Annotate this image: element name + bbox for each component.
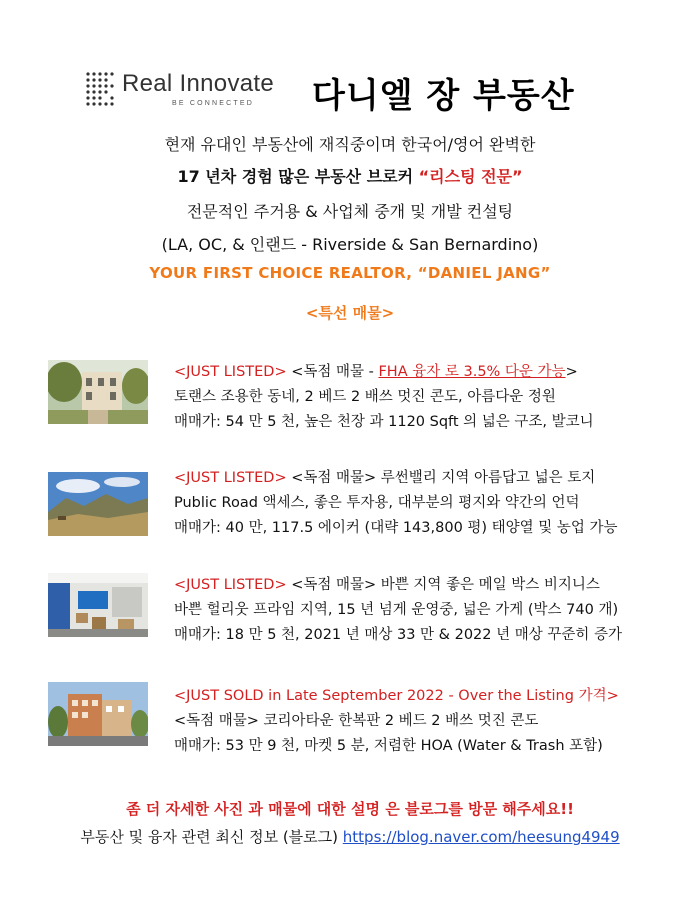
blog-link[interactable]: https://blog.naver.com/heesung4949 bbox=[342, 828, 620, 846]
intro-line-2-text: 17 년차 경험 많은 부동산 브로커 bbox=[177, 167, 419, 186]
listing-price: 매매가: 53 만 9 천, 마켓 5 분, 저렴한 HOA (Water & Trash 포함) bbox=[174, 738, 603, 754]
blog-call-to-action: 좀 더 자세한 사진 과 매물에 대한 설명 은 블로그를 방문 해주세요!! bbox=[126, 800, 574, 818]
listing-description: Public Road 액세스, 좋은 투자용, 대부분의 평지와 약간의 언덕 bbox=[174, 495, 580, 511]
land-hills-photo-icon bbox=[48, 472, 148, 536]
blog-label: 부동산 및 융자 관련 최신 정보 (블로그) bbox=[80, 828, 343, 846]
logo-name: Real Innovate bbox=[122, 70, 275, 97]
intro-line-3: 전문적인 주거용 & 사업체 중개 및 개발 컨설팅 bbox=[186, 202, 514, 221]
listing-line-1 bbox=[174, 466, 674, 491]
listing-line-1 bbox=[174, 573, 674, 598]
listing-line-1 bbox=[174, 360, 674, 385]
fha-highlight: FHA 융자 로 3.5% 다운 가능 bbox=[378, 364, 566, 380]
real-innovate-logo-icon bbox=[84, 70, 116, 106]
mailbox-store-photo-icon bbox=[48, 573, 148, 637]
listing-line-1 bbox=[174, 684, 674, 709]
listing-heading: <독점 매물> 바쁜 지역 좋은 메일 박스 비지니스 bbox=[286, 577, 600, 593]
listing-description: 바쁜 헐리웃 프라임 지역, 15 년 넘게 운영중, 넓은 가게 (박스 740 개) bbox=[174, 602, 619, 618]
listing-status-tag: <JUST SOLD in Late September 2022 - Over the Listing 가격> bbox=[174, 688, 619, 704]
listing-heading: <독점 매물> 루썬밸리 지역 아름답고 넓은 토지 bbox=[286, 470, 596, 486]
section-title: <특선 매물> bbox=[305, 304, 395, 322]
intro-tagline: YOUR FIRST CHOICE REALTOR, “DANIEL JANG” bbox=[149, 264, 551, 282]
blog-info bbox=[0, 826, 700, 847]
listing-item bbox=[48, 684, 668, 764]
listing-item bbox=[48, 360, 668, 440]
listing-price: 매매가: 40 만, 117.5 에이커 (대략 143,800 평) 태양열 및 농업 가능 bbox=[174, 520, 618, 536]
intro-line-4: (LA, OC, & 인랜드 - Riverside & San Bernardino) bbox=[161, 235, 539, 254]
page-title: 다니엘 장 부동산 bbox=[312, 76, 575, 116]
condo-building-photo-icon bbox=[48, 682, 148, 746]
intro-line-2 bbox=[0, 164, 700, 187]
listing-price: 매매가: 18 만 5 천, 2021 년 매상 33 만 & 2022 년 매상 꾸준히 증가 bbox=[174, 627, 622, 643]
intro-line-1: 현재 유대인 부동산에 재직중이며 한국어/영어 완벽한 bbox=[164, 135, 536, 154]
listing-heading-close: > bbox=[565, 364, 578, 380]
listing-status-tag: <JUST LISTED> bbox=[174, 470, 287, 486]
header bbox=[84, 68, 624, 118]
condo-courtyard-photo-icon bbox=[48, 360, 148, 424]
listing-description: 토랜스 조용한 동네, 2 베드 2 배쓰 멋진 콘도, 아름다운 정원 bbox=[174, 389, 556, 405]
listing-description: <독점 매물> 코리아타운 한복판 2 베드 2 배쓰 멋진 콘도 bbox=[174, 713, 539, 729]
logo-tagline: BE CONNECTED bbox=[172, 100, 255, 107]
listing-specialist-highlight: “리스팅 전문” bbox=[418, 167, 523, 186]
listing-heading: <독점 매물 - bbox=[286, 364, 379, 380]
listing-item bbox=[48, 466, 668, 546]
listing-price: 매매가: 54 만 5 천, 높은 천장 과 1120 Sqft 의 넓은 구조, 발코니 bbox=[174, 414, 594, 430]
listing-status-tag: <JUST LISTED> bbox=[174, 364, 287, 380]
listing-status-tag: <JUST LISTED> bbox=[174, 577, 287, 593]
listing-item bbox=[48, 573, 668, 653]
